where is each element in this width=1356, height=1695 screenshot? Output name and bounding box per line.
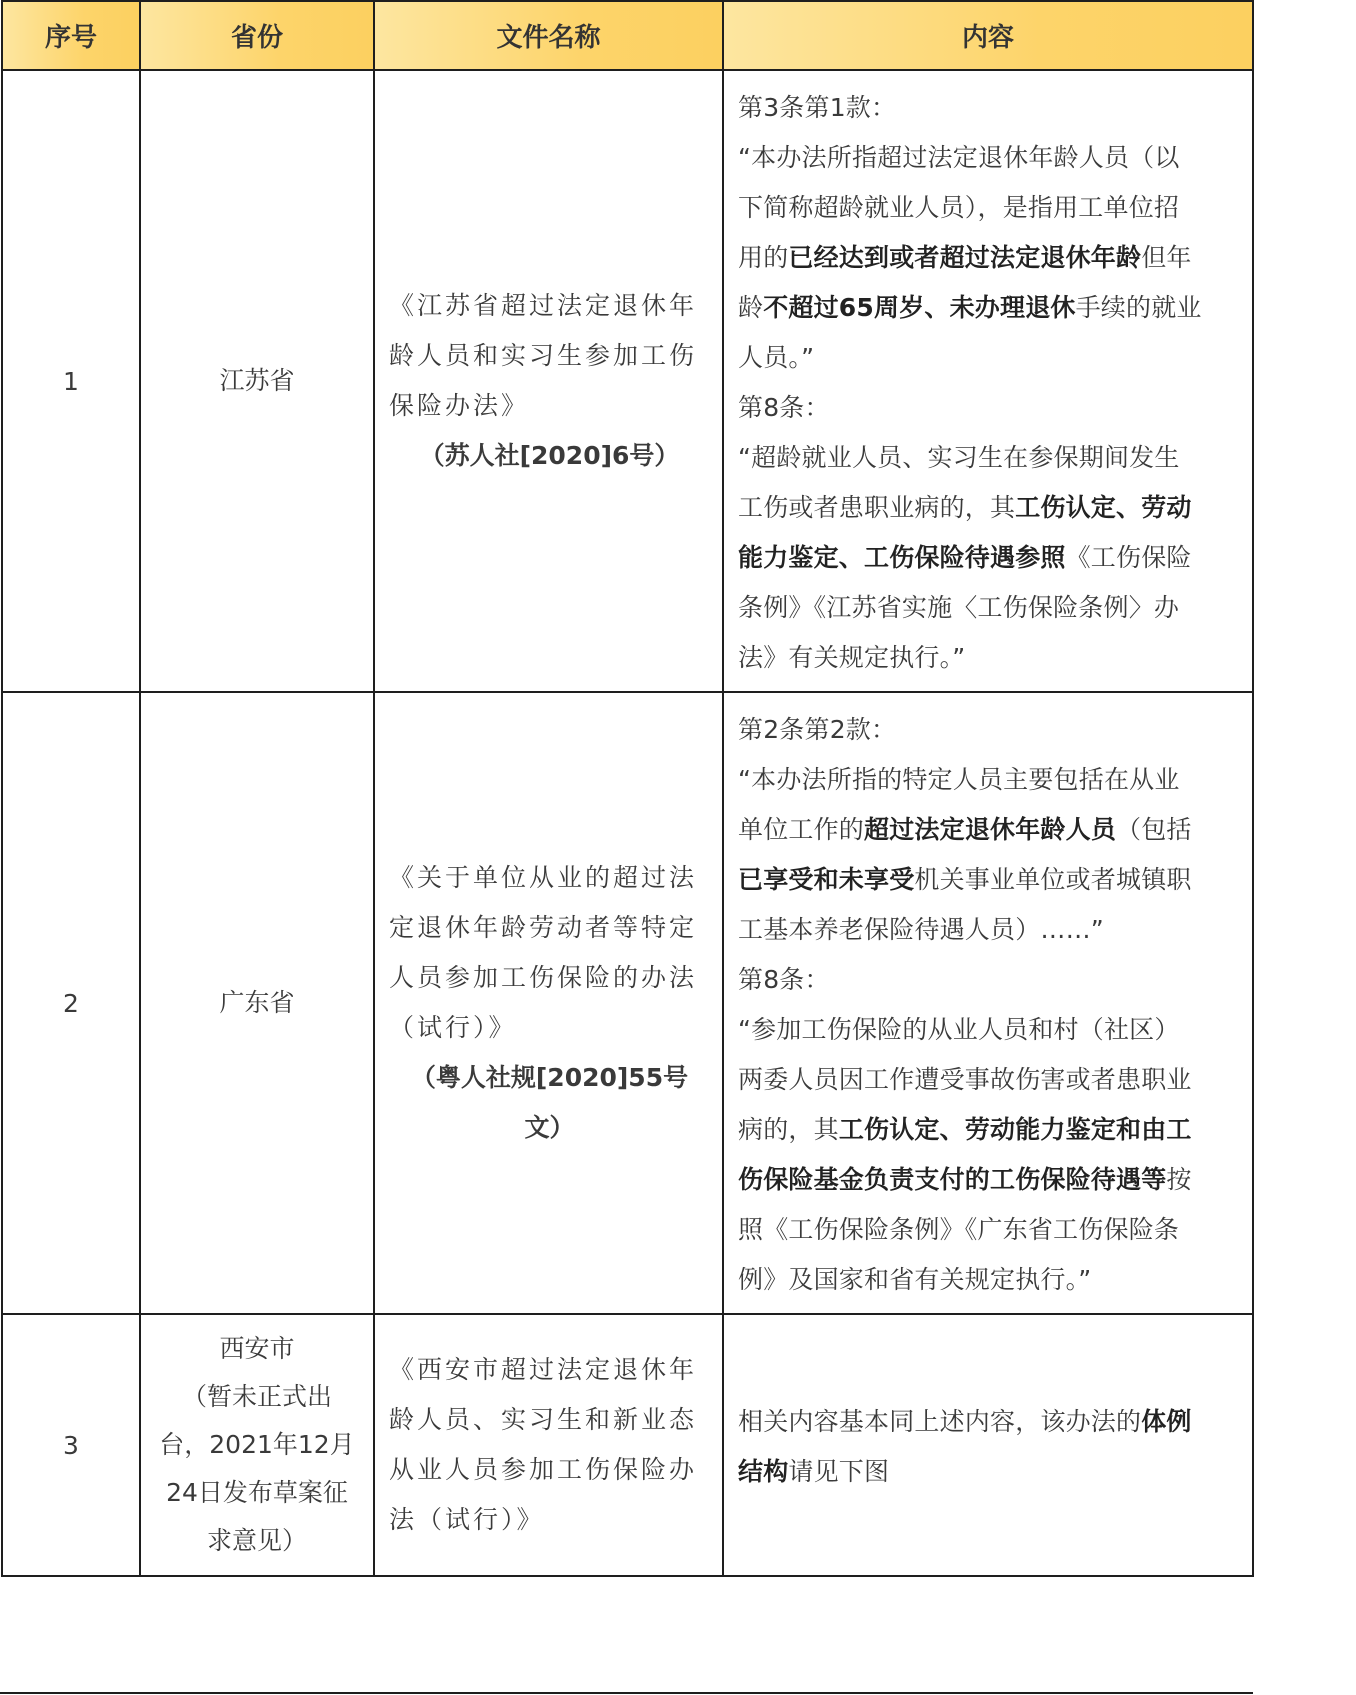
content-line [738,1255,1238,1305]
content-text: 下简称超龄就业人员），是指用工单位招 [738,193,1180,222]
content-line [738,955,1238,1005]
content-text: 单位工作的 [738,815,865,844]
document-title-line: 龄人员和实习生参加工伤 [389,341,698,370]
province-cell [140,1314,374,1576]
province-line: 求意见） [206,1526,307,1555]
content-bold-text: 超过法定退休年龄人员 [864,815,1117,844]
document-title-line: （试行）》 [389,1013,517,1042]
content-text: 两委人员因工作遭受事故伤害或者患职业 [738,1065,1192,1094]
content-text: 法》有关规定执行。” [738,643,966,672]
content-text: 工基本养老保险待遇人员）……” [738,915,1104,944]
content-text: 工伤或者患职业病的，其 [738,493,1016,522]
content-text: 但年 [1141,243,1192,272]
province-line: 广东省 [219,988,295,1017]
content-line [738,705,1238,755]
content-line [738,805,1238,855]
table-row [2,70,1253,692]
content-text: “超龄就业人员、实习生在参保期间发生 [738,443,1180,472]
document-title-line: 保险办法》 [389,391,530,420]
province-cell [140,70,374,692]
document-name-cell [374,70,723,692]
content-line [738,1005,1238,1055]
content-text: 按 [1166,1165,1192,1194]
document-title-line: 从业人员参加工伤保险办 [389,1455,698,1484]
content-text: “本办法所指的特定人员主要包括在从业 [738,765,1180,794]
content-text: 照《工伤保险条例》《广东省工伤保险条 [738,1215,1180,1244]
content-line [738,1155,1238,1205]
header-document-name: 文件名称 [374,1,723,70]
content-text: 《工伤保险 [1065,543,1192,572]
content-line [738,1397,1238,1447]
header-content: 内容 [723,1,1253,70]
province-line: （暂未正式出 [181,1382,332,1411]
content-text: 病的，其 [738,1115,839,1144]
content-text: 第3条第1款： [738,93,897,122]
header-row [2,1,1253,70]
content-line [738,183,1238,233]
document-name-cell [374,1314,723,1576]
content-bold-text: 已享受和未享受 [738,865,915,894]
content-line [738,283,1238,333]
content-bold-text: 不超过65周岁、未办理退休 [763,293,1076,322]
content-text: 请见下图 [788,1457,890,1486]
content-line [738,333,1238,383]
content-text: 龄 [738,293,764,322]
content-text: （包括 [1116,815,1192,844]
content-line [738,383,1238,433]
content-cell [723,1314,1253,1576]
province-line: 台，2021年12月 [159,1430,355,1459]
content-bold-text: 工伤认定、劳动 [1015,493,1192,522]
document-title-line: 定退休年龄劳动者等特定 [389,913,698,942]
content-line [738,633,1238,683]
content-text: 第2条第2款： [738,715,897,744]
serial-number-cell: 1 [2,70,140,692]
document-title-line: 《关于单位从业的超过法 [389,863,698,892]
content-line [738,755,1238,805]
content-line [738,1055,1238,1105]
table-row [2,692,1253,1314]
content-line [738,583,1238,633]
content-line [738,133,1238,183]
table-bottom-border [0,1692,1253,1694]
province-line: 西安市 [219,1334,295,1363]
content-text: 手续的就业 [1075,293,1202,322]
content-text: 人员。” [738,343,815,372]
content-text: “参加工伤保险的从业人员和村（社区） [738,1015,1180,1044]
content-bold-text: 已经达到或者超过法定退休年龄 [788,243,1142,272]
content-text: 例》及国家和省有关规定执行。” [738,1265,1092,1294]
content-bold-text: 结构 [738,1457,789,1486]
header-serial-number: 序号 [2,1,140,70]
document-number: 文） [524,1113,575,1142]
table-row [2,1314,1253,1576]
document-title-line: 法（试行）》 [389,1505,545,1534]
document-number: （苏人社[2020]6号） [419,441,680,470]
document-title-line: 龄人员、实习生和新业态 [389,1405,698,1434]
content-bold-text: 工伤认定、劳动能力鉴定和由工 [838,1115,1192,1144]
content-bold-text: 伤保险基金负责支付的工伤保险待遇等 [738,1165,1167,1194]
content-line [738,433,1238,483]
content-line [738,1105,1238,1155]
content-line [738,233,1238,283]
content-cell [723,692,1253,1314]
serial-number-cell: 2 [2,692,140,1314]
content-bold-text: 体例 [1141,1407,1192,1436]
content-line [738,83,1238,133]
content-line [738,1447,1238,1497]
document-name-cell [374,692,723,1314]
content-line [738,533,1238,583]
content-line [738,905,1238,955]
content-line [738,483,1238,533]
document-number: （粤人社规[2020]55号 [410,1063,689,1092]
content-bold-text: 能力鉴定、工伤保险待遇参照 [738,543,1066,572]
province-line: 江苏省 [219,366,295,395]
content-text: 用的 [738,243,789,272]
document-title-line: 人员参加工伤保险的办法 [389,963,698,992]
content-text: 第8条： [738,393,830,422]
content-line [738,1205,1238,1255]
content-text: 相关内容基本同上述内容，该办法的 [738,1407,1142,1436]
content-text: 条例》《江苏省实施〈工伤保险条例〉办 [738,593,1180,622]
document-title-line: 《西安市超过法定退休年 [389,1355,698,1384]
province-line: 24日发布草案征 [166,1478,348,1507]
content-text: “本办法所指超过法定退休年龄人员（以 [738,143,1180,172]
policy-table [1,0,1254,1577]
content-text: 机关事业单位或者城镇职 [914,865,1192,894]
header-province: 省份 [140,1,374,70]
content-text: 第8条： [738,965,830,994]
province-cell [140,692,374,1314]
serial-number-cell: 3 [2,1314,140,1576]
content-cell [723,70,1253,692]
document-title-line: 《江苏省超过法定退休年 [389,291,698,320]
content-line [738,855,1238,905]
